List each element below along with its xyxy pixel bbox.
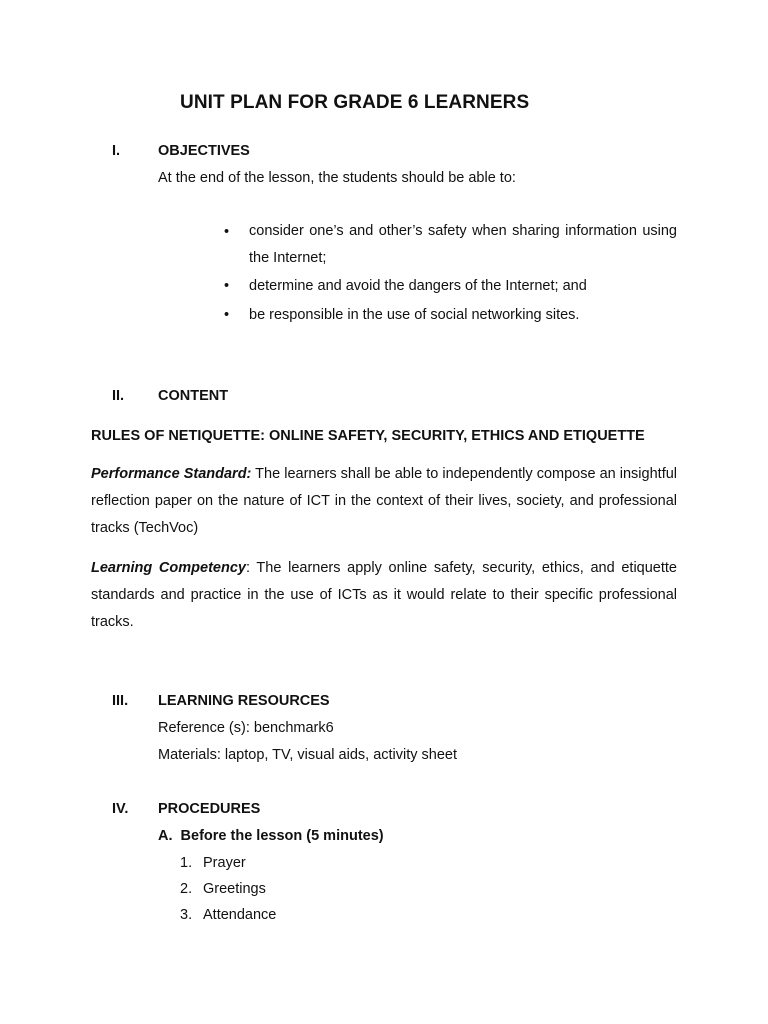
- learning-competency: [91, 555, 677, 636]
- section-number-resources: III.: [112, 693, 129, 709]
- bullet-icon: •: [224, 278, 230, 294]
- step-number: 2.: [180, 881, 193, 897]
- procedure-subsection-a: A. Before the lesson (5 minutes): [158, 828, 384, 844]
- step-number: 3.: [180, 907, 193, 923]
- resources-reference: Reference (s): benchmark6: [158, 720, 334, 736]
- section-number-objectives: I.: [112, 143, 121, 159]
- section-heading-resources: LEARNING RESOURCES: [158, 693, 330, 709]
- section-heading-objectives: OBJECTIVES: [158, 143, 250, 159]
- objective-item-2: determine and avoid the dangers of the Internet; and: [249, 278, 587, 294]
- step-text: Greetings: [203, 881, 266, 897]
- resources-materials: Materials: laptop, TV, visual aids, activity sheet: [158, 747, 458, 763]
- step-text: Prayer: [203, 855, 246, 871]
- section-heading-procedures: PROCEDURES: [158, 801, 261, 817]
- step-text: Attendance: [203, 907, 277, 923]
- objective-item-3: be responsible in the use of social networking sites.: [249, 307, 580, 323]
- learning-competency-text: : The learners apply online safety, security, ethics, and etiquette standards and practice in the use of ICTs as it would relate to their specific professional tracks.: [91, 560, 677, 630]
- performance-standard-label: Performance Standard:: [91, 466, 252, 482]
- content-topic: RULES OF NETIQUETTE: ONLINE SAFETY, SECURITY, ETHICS AND ETIQUETTE: [91, 428, 645, 444]
- performance-standard-text: The learners shall be able to independently compose an insightful reflection paper on the nature of ICT in the context of their lives, society, and professional tracks (TechVoc): [91, 466, 678, 536]
- objective-item-1: consider one’s and other’s safety when sharing information using the Internet;: [249, 223, 677, 266]
- bullet-icon: •: [224, 224, 230, 240]
- learning-competency-label: Learning Competency: [91, 560, 246, 576]
- section-heading-content: CONTENT: [158, 388, 229, 404]
- performance-standard: [91, 461, 677, 542]
- objectives-intro: At the end of the lesson, the students should be able to:: [158, 170, 516, 186]
- page-title: UNIT PLAN FOR GRADE 6 LEARNERS: [180, 92, 530, 113]
- section-number-content: II.: [112, 388, 125, 404]
- step-number: 1.: [180, 855, 193, 871]
- bullet-icon: •: [224, 307, 230, 323]
- section-number-procedures: IV.: [112, 801, 129, 817]
